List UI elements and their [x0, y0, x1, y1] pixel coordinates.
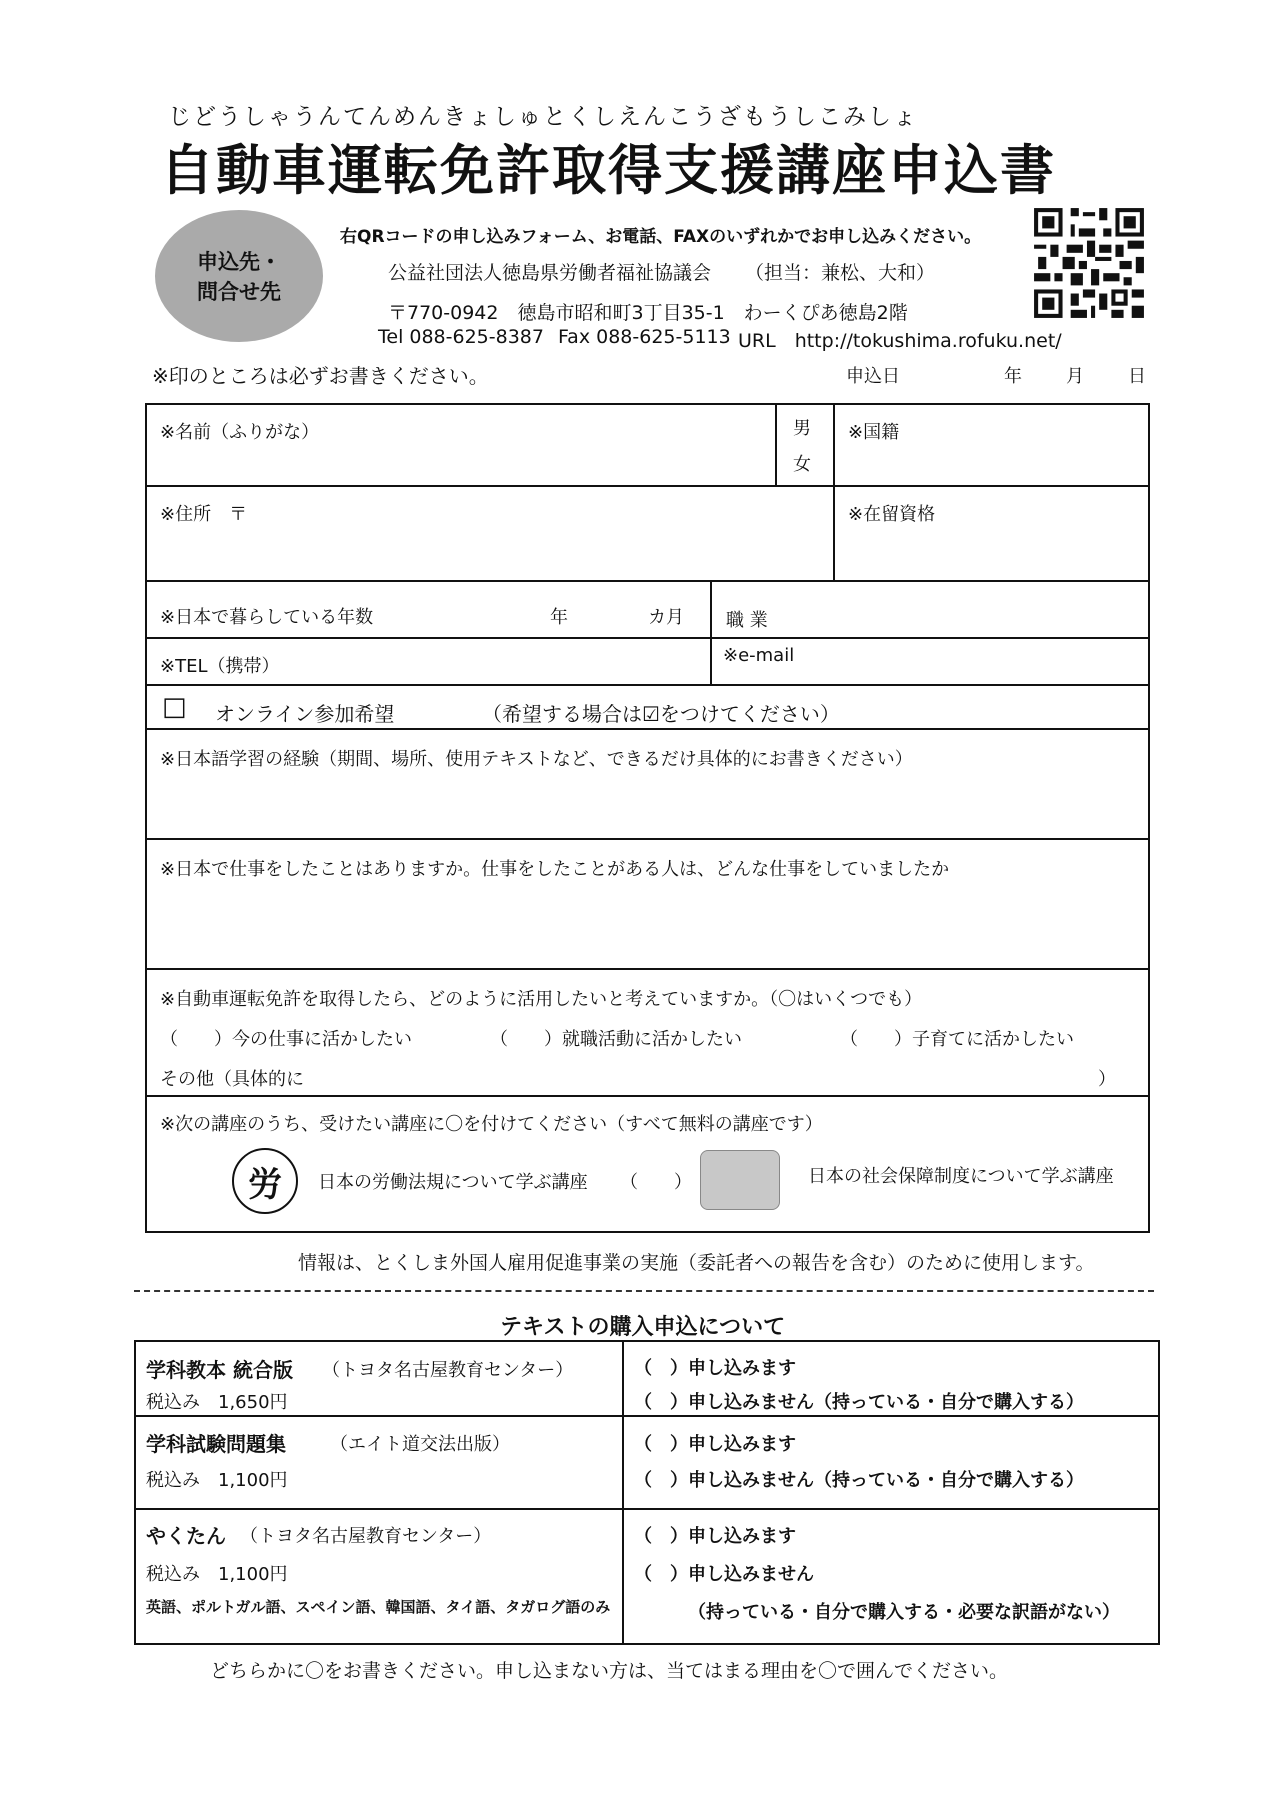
texts-footer-note: どちらかに〇をお書きください。申し込まない方は、当てはまる理由を〇で囲んでください。 — [210, 1660, 1009, 1682]
contact-fax: Fax 088-625-5113 — [558, 326, 731, 348]
contact-tel: Tel 088-625-8387 — [378, 326, 544, 348]
online-note: （希望する場合は☑をつけてください） — [482, 702, 840, 726]
text-item-3-apply[interactable]: （ ）申し込みます — [634, 1526, 796, 1547]
residence-status-field[interactable] — [840, 528, 1140, 574]
text-item-3-languages: 英語、ポルトガル語、スペイン語、韓国語、タイ語、タガログ語のみ — [146, 1598, 611, 1616]
work-label: ※日本で仕事をしたことはありますか。仕事をしたことがある人は、どんな仕事をしていましたか — [160, 859, 950, 880]
text-item-2-title: 学科試験問題集 — [146, 1432, 286, 1456]
occupation-label: 職 業 — [726, 610, 768, 631]
course-labor-law: 日本の労働法規について学ぶ講座 — [318, 1172, 588, 1193]
gender-female[interactable]: 女 — [793, 454, 811, 475]
contact-address: 〒770-0942 徳島市昭和町3丁目35-1 わーくぴあ徳島2階 — [388, 302, 908, 324]
years-in-japan-label: ※日本で暮らしている年数 — [160, 607, 374, 628]
email-field[interactable] — [830, 645, 1140, 679]
online-label: オンライン参加希望 — [215, 702, 395, 726]
text-item-2-price: 税込み 1,100円 — [146, 1470, 288, 1491]
info-usage-note: 情報は、とくしま外国人雇用促進事業の実施（委託者への報告を含む）のために使用します。 — [298, 1252, 1095, 1274]
contact-staff: （担当：兼松、大和） — [745, 262, 936, 284]
study-field[interactable] — [151, 772, 1141, 832]
work-field[interactable] — [151, 884, 1141, 964]
text-item-2-decline[interactable]: （ ）申し込みません（持っている・自分で購入する） — [634, 1470, 1084, 1491]
address-field[interactable] — [151, 528, 827, 574]
course-labor-law-choice[interactable]: （ ） — [620, 1172, 692, 1193]
labor-law-icon-text: 労 — [248, 1164, 282, 1205]
apply-date-day: 日 — [1128, 366, 1146, 387]
text-item-3-decline[interactable]: （ ）申し込みません — [634, 1564, 814, 1585]
months-unit: カ月 — [648, 607, 684, 628]
title-ruby: じどうしゃうんてんめんきょしゅとくしえんこうざもうしこみしょ — [168, 104, 918, 130]
option-job-hunting[interactable]: （ ）就職活動に活かしたい — [490, 1029, 742, 1050]
insurance-card-icon — [700, 1150, 780, 1210]
option-current-job[interactable]: （ ）今の仕事に活かしたい — [160, 1029, 412, 1050]
labor-law-icon — [232, 1148, 298, 1214]
apply-date-month: 月 — [1066, 366, 1084, 387]
gender-male[interactable]: 男 — [793, 418, 811, 439]
texts-heading: テキストの購入申込について — [500, 1315, 786, 1340]
option-childcare[interactable]: （ ）子育てに活かしたい — [840, 1029, 1074, 1050]
text-item-2-publisher: （エイト道交法出版） — [330, 1434, 510, 1455]
required-notice: ※印のところは必ずお書きください。 — [152, 364, 489, 388]
online-checkbox[interactable]: □ — [162, 692, 187, 722]
nationality-label: ※国籍 — [848, 422, 900, 443]
license-use-label: ※自動車運転免許を取得したら、どのように活用したいと考えていますか。（〇はいくつでも） — [160, 989, 923, 1010]
contact-org: 公益社団法人徳島県労働者福祉協議会 — [388, 262, 712, 284]
text-item-3-price: 税込み 1,100円 — [146, 1564, 288, 1585]
page-title: 自動車運転免許取得支援講座申込書 — [160, 139, 1056, 202]
years-unit: 年 — [550, 607, 568, 628]
courses-label: ※次の講座のうち、受けたい講座に〇を付けてください（すべて無料の講座です） — [160, 1114, 823, 1135]
apply-date-year: 年 — [1004, 366, 1022, 387]
residence-status-label: ※在留資格 — [848, 504, 936, 525]
course-social-security: 日本の社会保障制度について学ぶ講座 — [808, 1166, 1114, 1187]
other-field[interactable] — [320, 1060, 1100, 1090]
email-label: ※e-mail — [723, 645, 795, 666]
text-item-3-title: やくたん — [146, 1524, 226, 1548]
name-field[interactable] — [151, 442, 771, 480]
contact-badge — [155, 210, 323, 342]
contact-badge-line1: 申込先・ — [197, 250, 281, 274]
text-item-1-publisher: （トヨタ名古屋教育センター） — [322, 1360, 574, 1381]
text-item-1-decline[interactable]: （ ）申し込みません（持っている・自分で購入する） — [634, 1392, 1084, 1413]
qr-code-icon[interactable] — [1030, 204, 1148, 322]
tel-field[interactable] — [330, 645, 700, 679]
contact-badge-line2: 問合せ先 — [197, 280, 281, 304]
other-label: その他（具体的に — [160, 1069, 304, 1090]
name-label: ※名前（ふりがな） — [160, 422, 320, 443]
text-item-1-price: 税込み 1,650円 — [146, 1392, 288, 1413]
apply-date-label: 申込日 — [846, 366, 900, 387]
text-item-1-apply[interactable]: （ ）申し込みます — [634, 1358, 796, 1379]
address-label: ※住所 〒 — [160, 504, 248, 525]
study-label: ※日本語学習の経験（期間、場所、使用テキストなど、できるだけ具体的にお書きください） — [160, 749, 913, 770]
contact-url[interactable]: URL http://tokushima.rofuku.net/ — [738, 330, 1062, 352]
text-item-3-decline-reasons[interactable]: （持っている・自分で購入する・必要な訳語がない） — [688, 1602, 1120, 1623]
other-close: ） — [1098, 1069, 1116, 1090]
text-item-2-apply[interactable]: （ ）申し込みます — [634, 1434, 796, 1455]
contact-instruction: 右QRコードの申し込みフォーム、お電話、FAXのいずれかでお申し込みください。 — [340, 227, 982, 247]
occupation-field[interactable] — [800, 592, 1140, 630]
nationality-field[interactable] — [840, 444, 1140, 480]
text-item-1-title: 学科教本 統合版 — [146, 1358, 293, 1382]
tel-label: ※TEL（携帯） — [160, 656, 280, 677]
text-item-3-publisher: （トヨタ名古屋教育センター） — [240, 1526, 492, 1547]
